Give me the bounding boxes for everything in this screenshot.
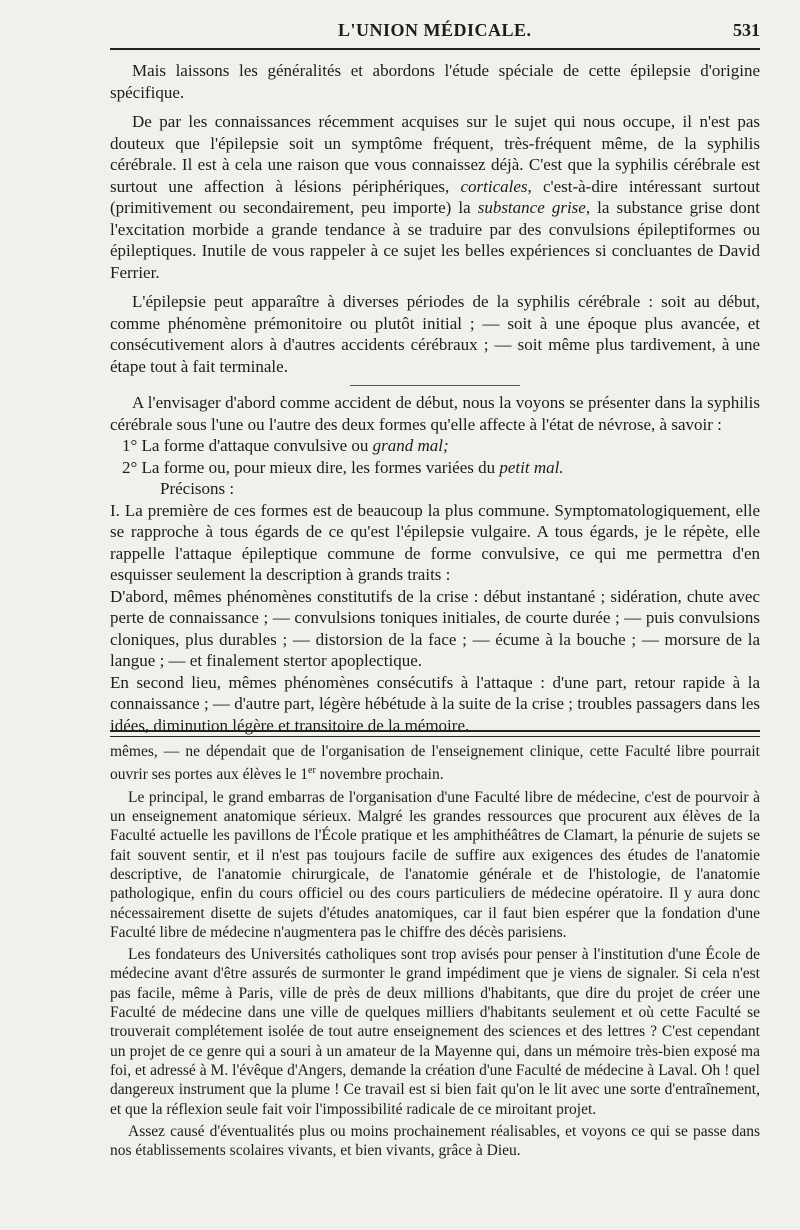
paragraph-text: Les fondateurs des Universités catholiques sont trop avisés pour penser à l'institution d'une École de médecine avant d'être assurés de surmonter le grand impédiment que je viens de signaler. Si cela n'est pas facile, même à Paris, ville de près de deux millions d'habitants, que dire du projet de créer une Faculté de médecine dans une ville de quelques milliers d'habitants seulement et où cette Faculté se trouverait complétement isolée de tout autre enseignement des sciences et des lettres ? C'est cependant un projet de ce genre qui a souri à un amateur de la Mayenne qui, dans un mémoire très-bien exposé ma foi, et adressé à M. l'évêque d'Angers, demande la création d'une Faculté de médecine à Laval. Oh ! quel dangereux instrument que la plume ! Ce travail est si bien fait qu'on le lit avec une sorte d'entraînement, et que la réflexion seule fait voir l'impossibilité radicale de ce miroitant projet.	[110, 946, 760, 1118]
paragraph-text: A l'envisager d'abord comme accident de début, nous la voyons se présenter dans la syphilis cérébrale sous l'une ou l'autre des deux formes qu'elle affecte à l'état de névrose, à savoir :	[110, 393, 760, 434]
subheading	[110, 478, 760, 500]
paragraph-text: mêmes, — ne dépendait que de l'organisation de l'enseignement clinique, cette Faculté libre pourrait ouvrir ses portes aux élèves le 1	[110, 743, 760, 784]
paragraph-text: D'abord, mêmes phénomènes constitutifs de la crise : début instantané ; sidération, chute avec perte de connaissance ; — convulsions toniques initiales, de courte durée ; — puis convulsions cloniques, plus durables ; — distorsion de la face ; — écume à la bouche ; — morsure de la langue ; — et finalement stertor apoplectique.	[110, 586, 760, 670]
paragraph-text: I. La première de ces formes est de beaucoup la plus commune. Symptomatologiquement, elle se rapproche à tous égards de ce qu'est l'épilepsie vulgaire. A tous égards, je le répète, elle rappelle l'attaque épileptique commune de forme convulsive, ce qui me permettra d'en esquisser seulement la description à grands traits :	[110, 500, 760, 584]
list-item-text: 1° La forme d'attaque convulsive ou	[122, 436, 369, 455]
paragraph	[110, 291, 760, 377]
paragraph	[110, 672, 760, 737]
paragraph-text: , c'est-à-dire intéressant surtout (primitivement ou secondairement, peu importe) la	[110, 176, 761, 217]
paragraph-text: , la substance grise dont l'excitation morbide a grande tendance à se traduire par des convulsions épileptiformes ou épileptiques. Inutile de vous rappeler à ce sujet les belles expériences si concluantes de David Ferrier.	[110, 198, 761, 282]
paragraph	[110, 586, 760, 672]
paragraph	[110, 111, 760, 283]
paragraph-text: Mais laissons les généralités et abordons l'étude spéciale de cette épilepsie d'origine spécifique.	[110, 61, 760, 102]
footer-paragraph	[110, 1122, 760, 1161]
page-number: 531	[733, 20, 760, 40]
footer-paragraph	[110, 788, 760, 942]
list-item	[110, 457, 760, 479]
italic-term: corticales	[460, 176, 528, 196]
paragraph-text: L'épilepsie peut apparaître à diverses périodes de la syphilis cérébrale : soit au début, comme phénomène prémonitoire ou plutôt initial ; — soit à une époque plus avancée, et consécutivement alors à d'autres accidents cérébraux ; — soit même plus tardivement, à une étape tout à fait terminale.	[110, 292, 760, 376]
italic-term: grand mal;	[372, 436, 449, 455]
running-title: L'UNION MÉDICALE.	[338, 20, 532, 40]
superscript: er	[308, 765, 316, 777]
paragraph-text: Le principal, le grand embarras de l'organisation d'une Faculté libre de médecine, c'est de pourvoir à un enseignement anatomique sérieux. Malgré les grandes ressources que procurent aux élèves de la Faculté actuelle les pavillons de l'École pratique et les amphithéâtres de Clamart, la pénurie de sujets se fait souvent sentir, et il n'est pas toujours facile de suffire aux exigences des études de l'anatomie descriptive, de l'anatomie chirurgicale, de l'anatomie générale et de l'histologie, de l'anatomie pathologique, enfin du cours officiel ou des cours particuliers de médecine opératoire. Il y aura donc nécessairement disette de sujets d'études anatomiques, car il faut bien espérer que la fondation d'une Faculté libre de médecine n'augmentera pas le chiffre des décès parisiens.	[110, 788, 760, 941]
footer-paragraph	[110, 742, 760, 785]
page-header	[110, 20, 760, 46]
paragraph	[110, 60, 760, 103]
paragraph	[110, 500, 760, 586]
paragraph-text: De par les connaissances récemment acquises sur le sujet qui nous occupe, il n'est pas douteux que l'épilepsie soit un symptôme fréquent, très-fréquent même, de la syphilis cérébrale. Il est à cela une raison que vous connaissez déjà. C'est que la syphilis cérébrale est surtout une affection à lésions périphériques,	[110, 112, 760, 196]
feuilleton-text	[110, 742, 760, 1163]
section-divider	[350, 385, 520, 386]
subheading-text: Précisons :	[160, 479, 235, 498]
paragraph-text: Assez causé d'éventualités plus ou moins prochainement réalisables, et voyons ce qui se passe dans nos établissements scolaires vivants, et bien vivants, grâce à Dieu.	[110, 1122, 760, 1160]
paragraph-text: En second lieu, mêmes phénomènes consécutifs à l'attaque : d'une part, retour rapide à la connaissance ; — d'autre part, légère hébétude à la suite de la crise ; troubles passagers dans les idées, diminution légère et transitoire de la mémoire.	[110, 672, 760, 735]
paragraph	[110, 392, 760, 435]
footer-paragraph	[110, 945, 760, 1119]
header-rule	[110, 48, 760, 50]
list-item	[110, 435, 760, 457]
italic-term: substance grise	[477, 198, 586, 217]
list-item-text: 2° La forme ou, pour mieux dire, les formes variées du	[122, 457, 496, 477]
italic-term: petit mal.	[499, 457, 564, 477]
main-text	[110, 60, 760, 736]
footer-rule	[110, 730, 760, 737]
paragraph-text: novembre prochain.	[315, 766, 444, 784]
